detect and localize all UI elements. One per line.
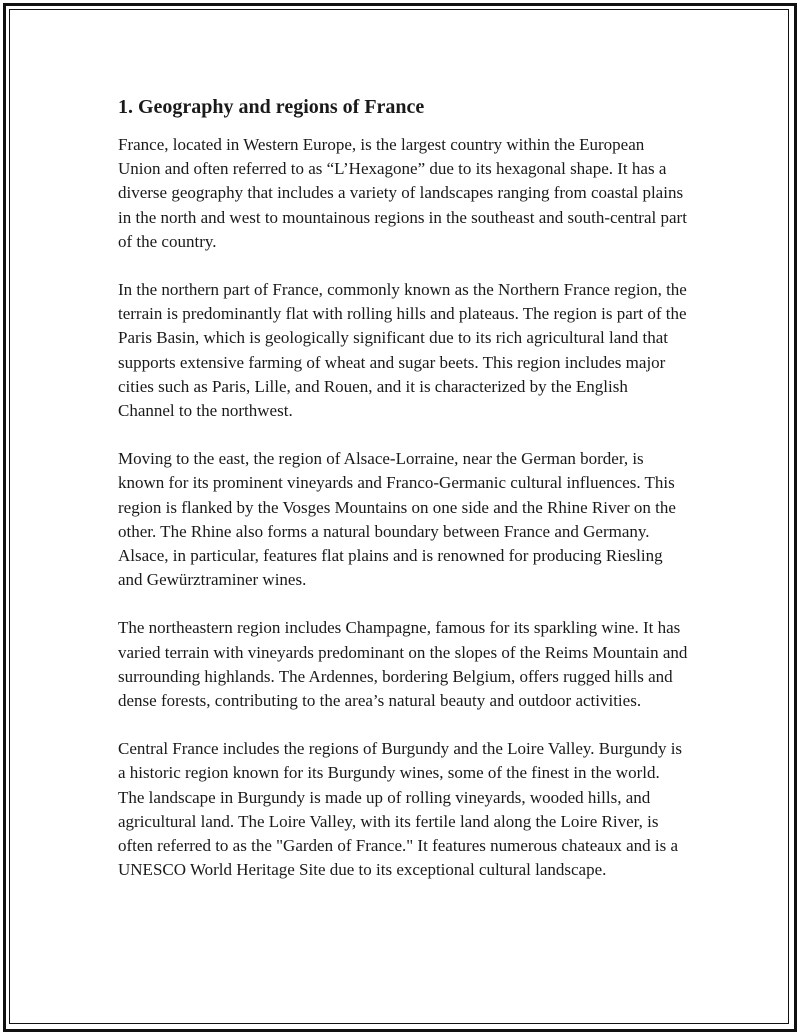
paragraph-champagne-ardennes: The northeastern region includes Champagne, famous for its sparkling wine. It has varied terrain with vineyards predominant on the slopes of the Reims Mountain and surrounding highlands. The Ardennes, bordering Belgium, offers rugged hills and dense forests, contributing to the area’s natural beauty and outdoor activities. <box>118 618 688 711</box>
paragraph-alsace-lorraine: Moving to the east, the region of Alsace-Lorraine, near the German border, is known for its prominent vineyards and Franco-Germanic cultural influences. This region is flanked by the Vosges Mountains on one side and the Rhine River on the other. The Rhine also forms a natural boundary between France and Germany. Alsace, in particular, features flat plains and is renowned for producing Riesling and Gewürztraminer wines. <box>118 449 676 590</box>
paragraph-central-france: Central France includes the regions of Burgundy and the Loire Valley. Burgundy is a historic region known for its Burgundy wines, some of the finest in the world. The landscape in Burgundy is made up of rolling vineyards, wooded hills, and agricultural land. The Loire Valley, with its fertile land along the Loire River, is often referred to as the "Garden of France." It features numerous chateaux and is a UNESCO World Heritage Site due to its exceptional cultural landscape. <box>118 739 683 880</box>
section-heading: 1. Geography and regions of France <box>118 96 425 118</box>
paragraph-northern-france: In the northern part of France, commonly known as the Northern France region, the terrain is predominantly flat with rolling hills and plateaus. The region is part of the Paris Basin, which is geologically significant due to its rich agricultural land that supports extensive farming of wheat and sugar beets. This region includes major cities such as Paris, Lille, and Rouen, and it is characterized by the English Channel to the northwest. <box>118 280 687 421</box>
document-body <box>118 93 688 906</box>
paragraph-overview: France, located in Western Europe, is the largest country within the European Union and often referred to as “L’Hexagone” due to its hexagonal shape. It has a diverse geography that includes a variety of landscapes ranging from coastal plains in the north and west to mountainous regions in the southeast and south-central part of the country. <box>118 135 687 251</box>
